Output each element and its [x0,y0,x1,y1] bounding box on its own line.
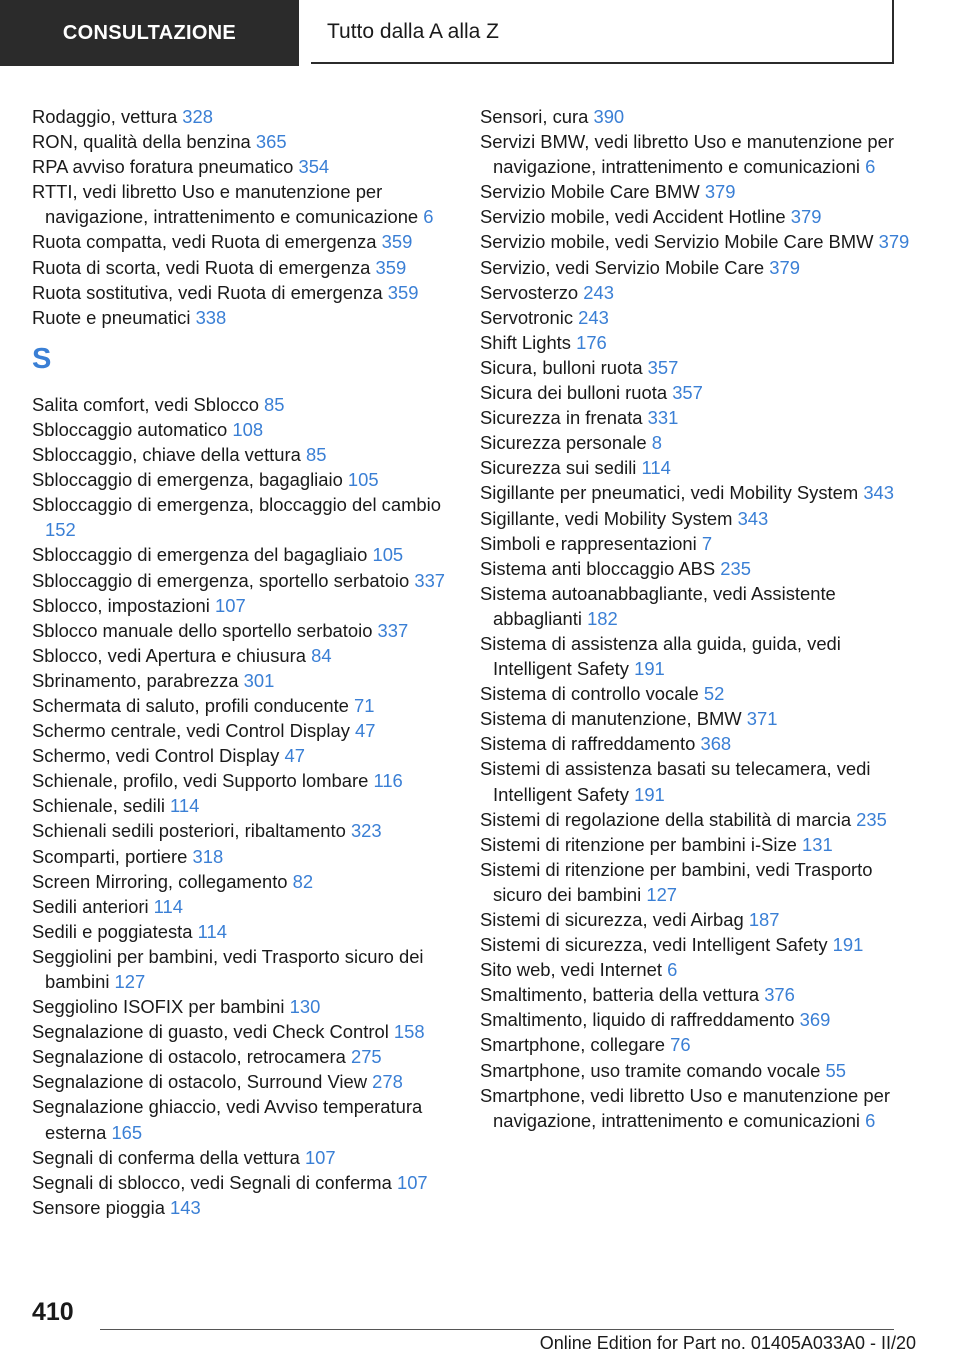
index-entry-text: Schienali sedili posteriori, ribaltamento [32,820,351,842]
index-entry-text: Ruota sostitutiva, vedi Ruota di emergenza [32,281,388,303]
page-reference-link[interactable]: 6 [865,1109,876,1131]
index-entry-text: Sistemi di ritenzione per bambini, vedi Trasporto sicuro dei bambini [480,858,873,905]
index-entry [32,442,452,467]
index-entry [32,417,452,442]
index-entry [480,1058,920,1083]
index-entry [32,768,452,793]
index-entry [32,1044,452,1069]
index-entry-text: Smaltimento, batteria della vettura [480,984,765,1006]
page-reference-link[interactable]: 343 [863,482,894,504]
index-entry [32,255,452,280]
index-entry [32,693,452,718]
index-entry-text: Sbrinamento, parabrezza [32,669,244,691]
index-entry-text: Sedili e poggiatesta [32,920,198,942]
index-entry [32,718,452,743]
index-entry-text: Sistemi di assistenza basati su telecamera, vedi Intelligent Safety [480,758,871,805]
index-entry-text: Sistema di raffreddamento [480,733,701,755]
index-entry [32,542,452,567]
index-entry [32,1145,452,1170]
index-entry-text: Smaltimento, liquido di raffreddamento [480,1009,800,1031]
page-reference-link[interactable]: 359 [375,256,407,278]
index-entry [32,229,452,254]
index-entry [32,492,452,542]
index-entry [480,229,920,254]
page-reference-link[interactable]: 105 [372,544,404,566]
index-entry [480,405,920,430]
index-entry-text: Sistema di controllo vocale [480,683,704,705]
page-reference-link[interactable]: 379 [790,206,822,228]
index-entries-s [32,392,452,1220]
index-entry [480,355,920,380]
index-entry-text: Sistemi di ritenzione per bambini i-Size [480,833,802,855]
index-entry-text: Sbloccaggio di emergenza, bagagliaio [32,469,348,491]
index-entry [480,455,920,480]
page-reference-link[interactable]: 301 [243,669,275,691]
page-reference-link[interactable]: 390 [593,106,625,127]
index-entry [32,1069,452,1094]
index-entry [480,430,920,455]
footer-divider [100,1329,894,1330]
index-entry-text: Servosterzo [480,281,584,303]
index-entry-text: Smartphone, vedi libretto Uso e manutenzione per navigazione, intrattenimento e comunicazioni [480,1084,890,1131]
index-entry [480,581,920,631]
index-entry-text: Screen Mirroring, collegamento [32,870,293,892]
index-entry-text: Sbloccaggio automatico [32,418,233,440]
index-entry [480,330,920,355]
page-reference-link[interactable]: 107 [214,594,246,616]
page-reference-link[interactable]: 359 [381,231,413,253]
page-reference-link[interactable]: 328 [182,106,213,127]
page-reference-link[interactable]: 131 [801,833,833,855]
page-reference-link[interactable]: 107 [396,1171,428,1193]
page-reference-link[interactable]: 71 [354,694,375,716]
chapter-title: Tutto dalla A alla Z [327,20,499,43]
index-entry [480,179,920,204]
index-entry-text: Segnali di sblocco, vedi Segnali di conferma [32,1171,397,1193]
index-entry [480,1083,920,1133]
index-entry [480,857,920,907]
index-entry-text: Ruota di scorta, vedi Ruota di emergenza [32,256,376,278]
page-reference-link[interactable]: 165 [111,1121,143,1143]
index-entry [32,844,452,869]
page-reference-link[interactable]: 243 [578,306,609,328]
page-reference-link[interactable]: 365 [255,131,287,153]
index-entry-text: Schermo centrale, vedi Control Display [32,720,355,742]
page-reference-link[interactable]: 127 [646,883,678,905]
page-reference-link[interactable]: 359 [387,281,419,303]
index-entry [32,179,452,229]
page-reference-link[interactable]: 8 [651,432,662,454]
page-reference-link[interactable]: 114 [170,795,200,817]
page-reference-link[interactable]: 52 [703,683,725,705]
index-entry [480,932,920,957]
index-entry [480,982,920,1007]
page-reference-link[interactable]: 191 [634,783,665,805]
section-title: CONSULTAZIONE [62,21,237,44]
index-entry-text: Segnalazione ghiaccio, vedi Avviso temperatura esterna [32,1096,423,1143]
index-entry-text: Servizio mobile, vedi Accident Hotline [480,206,791,228]
index-entry-text: Seggiolino ISOFIX per bambini [32,996,290,1018]
page-reference-link[interactable]: 114 [153,895,183,917]
page-reference-link[interactable]: 275 [350,1046,382,1068]
index-entry [32,818,452,843]
index-entry [480,731,920,756]
index-entry-text: Sensore pioggia [32,1196,171,1218]
page-reference-link[interactable]: 379 [769,256,800,278]
page-reference-link[interactable]: 337 [414,569,446,591]
page-reference-link[interactable]: 357 [672,382,703,404]
index-entry-text: Sensori, cura [480,106,594,127]
index-entry [480,631,920,681]
page-reference-link[interactable]: 376 [764,984,795,1006]
index-entry-text: Ruote e pneumatici [32,306,196,328]
page-reference-link[interactable]: 6 [865,156,876,178]
index-entry-text: Sbloccaggio di emergenza, sportello serbatoio [32,569,415,591]
page-reference-link[interactable]: 107 [304,1146,336,1168]
page-reference-link[interactable]: 47 [284,745,305,767]
page-reference-link[interactable]: 379 [704,181,736,203]
page-reference-link[interactable]: 158 [393,1021,425,1043]
index-entry-text: Sistemi di sicurezza, vedi Intelligent Safety [480,934,833,956]
index-entry-text: Sistema autoanabbagliante, vedi Assistente abbaglianti [480,582,836,629]
page-reference-link[interactable]: 338 [195,306,227,328]
index-entry [32,1170,452,1195]
page-reference-link[interactable]: 243 [583,281,614,303]
index-entry-text: Sistema anti bloccaggio ABS [480,557,721,579]
page-number: 410 [32,1298,74,1326]
index-entry [32,793,452,818]
index-column-left [32,104,452,1220]
index-entry [32,994,452,1019]
page-reference-link[interactable]: 114 [641,457,671,479]
page-reference-link[interactable]: 47 [355,720,376,742]
section-tab [0,0,299,66]
index-entry-text: Sito web, vedi Internet [480,959,668,981]
page-reference-link[interactable]: 85 [264,393,285,415]
index-entry-text: Shift Lights [480,331,577,353]
page-reference-link[interactable]: 191 [634,658,665,680]
index-letter-heading: S [32,342,52,375]
page-reference-link[interactable]: 55 [825,1059,846,1081]
index-entry [32,869,452,894]
chapter-header [311,0,894,64]
page-reference-link[interactable]: 318 [192,845,224,867]
index-entry [480,480,920,505]
index-entry-text: Servotronic [480,306,579,328]
footer-edition: Online Edition for Part no. 01405A033A0 - II/20 [539,1333,916,1353]
index-entry [32,467,452,492]
index-entry-text: Sicurezza personale [480,432,652,454]
index-entry-text: Sblocco, impostazioni [32,594,215,616]
index-entries-r [32,104,452,330]
index-entry-text: Segnali di conferma della vettura [32,1146,305,1168]
index-entry-text: Schienale, sedili [32,795,171,817]
index-entry [480,832,920,857]
index-entries-s-continued [480,104,920,1133]
index-entry [32,1019,452,1044]
index-entry-text: Segnalazione di ostacolo, retrocamera [32,1046,351,1068]
page-reference-link[interactable]: 343 [737,507,769,529]
index-entry-text: Sbloccaggio, chiave della vettura [32,444,306,466]
page-reference-link[interactable]: 6 [423,206,434,228]
index-entry-text: Sistemi di sicurezza, vedi Airbag [480,909,749,930]
index-entry-text: Sicura dei bulloni ruota [480,382,673,404]
index-entry [32,280,452,305]
index-entry-text: Smartphone, uso tramite comando vocale [480,1059,826,1081]
page-reference-link[interactable]: 331 [647,407,679,429]
index-entry [32,618,452,643]
index-entry-text: Servizio Mobile Care BMW [480,181,705,203]
page-reference-link[interactable]: 235 [856,808,887,830]
index-entry-text: Rodaggio, vettura [32,106,183,127]
index-entry [32,944,452,994]
index-entry [32,894,452,919]
page-reference-link[interactable]: 82 [292,870,314,892]
page-reference-link[interactable]: 85 [305,444,327,466]
index-entry-text: Sbloccaggio di emergenza del bagagliaio [32,544,373,566]
page-reference-link[interactable]: 323 [350,820,382,842]
page-reference-link[interactable]: 369 [799,1009,831,1031]
index-entry [32,392,452,417]
index-entry [480,556,920,581]
page-reference-link[interactable]: 182 [587,607,618,629]
index-entry-text: Ruota compatta, vedi Ruota di emergenza [32,231,382,253]
index-entry-text: RON, qualità della benzina [32,131,256,153]
index-entry-text: Schienale, profilo, vedi Supporto lombare [32,770,374,792]
index-entry [480,1032,920,1057]
page-reference-link[interactable]: 108 [232,418,264,440]
page-reference-link[interactable]: 114 [197,920,227,942]
index-entry-text: Sicurezza in frenata [480,407,648,429]
index-column-right [480,104,920,1133]
index-entry-text: Schermata di saluto, profili conducente [32,694,355,716]
page-reference-link[interactable]: 368 [700,733,732,755]
page-reference-link[interactable]: 191 [832,934,864,956]
index-entry [480,681,920,706]
index-entry [32,1094,452,1144]
index-entry [32,1195,452,1220]
index-entry [32,743,452,768]
index-entry [480,280,920,305]
index-entry-text: Sigillante per pneumatici, vedi Mobility System [480,482,864,504]
index-entry-text: Sedili anteriori [32,895,154,917]
index-entry [480,1007,920,1032]
index-entry-text: Segnalazione di guasto, vedi Check Control [32,1021,394,1043]
index-entry [32,154,452,179]
index-entry-text: RTTI, vedi libretto Uso e manutenzione per navigazione, intrattenimento e comunicazione [32,181,424,228]
index-entry-text: Smartphone, collegare [480,1034,671,1056]
page-reference-link[interactable]: 176 [576,331,607,353]
page-reference-link[interactable]: 354 [298,156,330,178]
page-reference-link[interactable]: 143 [170,1196,201,1218]
index-entry [32,919,452,944]
index-entry [32,593,452,618]
index-entry [480,380,920,405]
index-entry-text: Sistemi di regolazione della stabilità di marcia [480,808,857,830]
index-entry [480,957,920,982]
page-reference-link[interactable]: 357 [647,356,679,378]
index-entry-text: Scomparti, portiere [32,845,193,867]
index-entry-text: Schermo, vedi Control Display [32,745,285,767]
index-entry-text: Segnalazione di ostacolo, Surround View [32,1071,373,1093]
page-reference-link[interactable]: 337 [377,619,409,641]
index-entry-text: Servizi BMW, vedi libretto Uso e manutenzione per navigazione, intrattenimento e comunicazioni [480,131,894,178]
index-entry-text: Servizio, vedi Servizio Mobile Care [480,256,770,278]
index-entry-text: Sbloccaggio di emergenza, bloccaggio del cambio [32,494,441,516]
index-entry-text: Salita comfort, vedi Sblocco [32,393,265,415]
index-entry-text: Simboli e rappresentazioni [480,532,702,554]
index-entry [480,104,920,129]
page-reference-link[interactable]: 84 [311,644,332,666]
index-entry [480,706,920,731]
index-entry [480,305,920,330]
index-entry [480,807,920,832]
page-reference-link[interactable]: 235 [720,557,751,579]
index-entry [480,255,920,280]
index-entry [32,305,452,330]
page-reference-link[interactable]: 6 [667,959,678,981]
index-entry [480,506,920,531]
index-entry-text: RPA avviso foratura pneumatico [32,156,299,178]
index-entry-text: Sblocco manuale dello sportello serbatoio [32,619,378,641]
index-entry [32,129,452,154]
index-entry-text: Sigillante, vedi Mobility System [480,507,738,529]
index-entry-text: Servizio mobile, vedi Servizio Mobile Care BMW [480,231,879,253]
index-entry [32,668,452,693]
index-entry-text: Sistema di manutenzione, BMW [480,708,747,730]
page-reference-link[interactable]: 130 [289,996,321,1018]
index-entry-text: Sicurezza sui sedili [480,457,642,479]
page-reference-link[interactable]: 379 [878,231,910,253]
page-reference-link[interactable]: 187 [748,909,780,930]
index-entry-text: Sicura, bulloni ruota [480,356,648,378]
index-entry [480,907,920,932]
page-reference-link[interactable]: 76 [670,1034,691,1056]
page-reference-link[interactable]: 7 [701,532,713,554]
page-reference-link[interactable]: 278 [372,1071,403,1093]
index-entry [480,129,920,179]
index-entry [32,568,452,593]
page-reference-link[interactable]: 105 [347,469,379,491]
page-reference-link[interactable]: 152 [45,519,76,541]
index-entry [480,204,920,229]
index-entry [32,643,452,668]
index-entry-text: Sblocco, vedi Apertura e chiusura [32,644,312,666]
index-entry [32,104,452,129]
page-reference-link[interactable]: 116 [373,770,403,792]
index-entry [480,531,920,556]
page-reference-link[interactable]: 127 [114,971,146,992]
index-entry-text: Sistema di assistenza alla guida, guida, vedi Intelligent Safety [480,632,841,680]
index-entry-text: Seggiolini per bambini, vedi Trasporto sicuro dei bambini [32,945,424,992]
index-entry [480,756,920,806]
page-reference-link[interactable]: 371 [746,708,778,730]
